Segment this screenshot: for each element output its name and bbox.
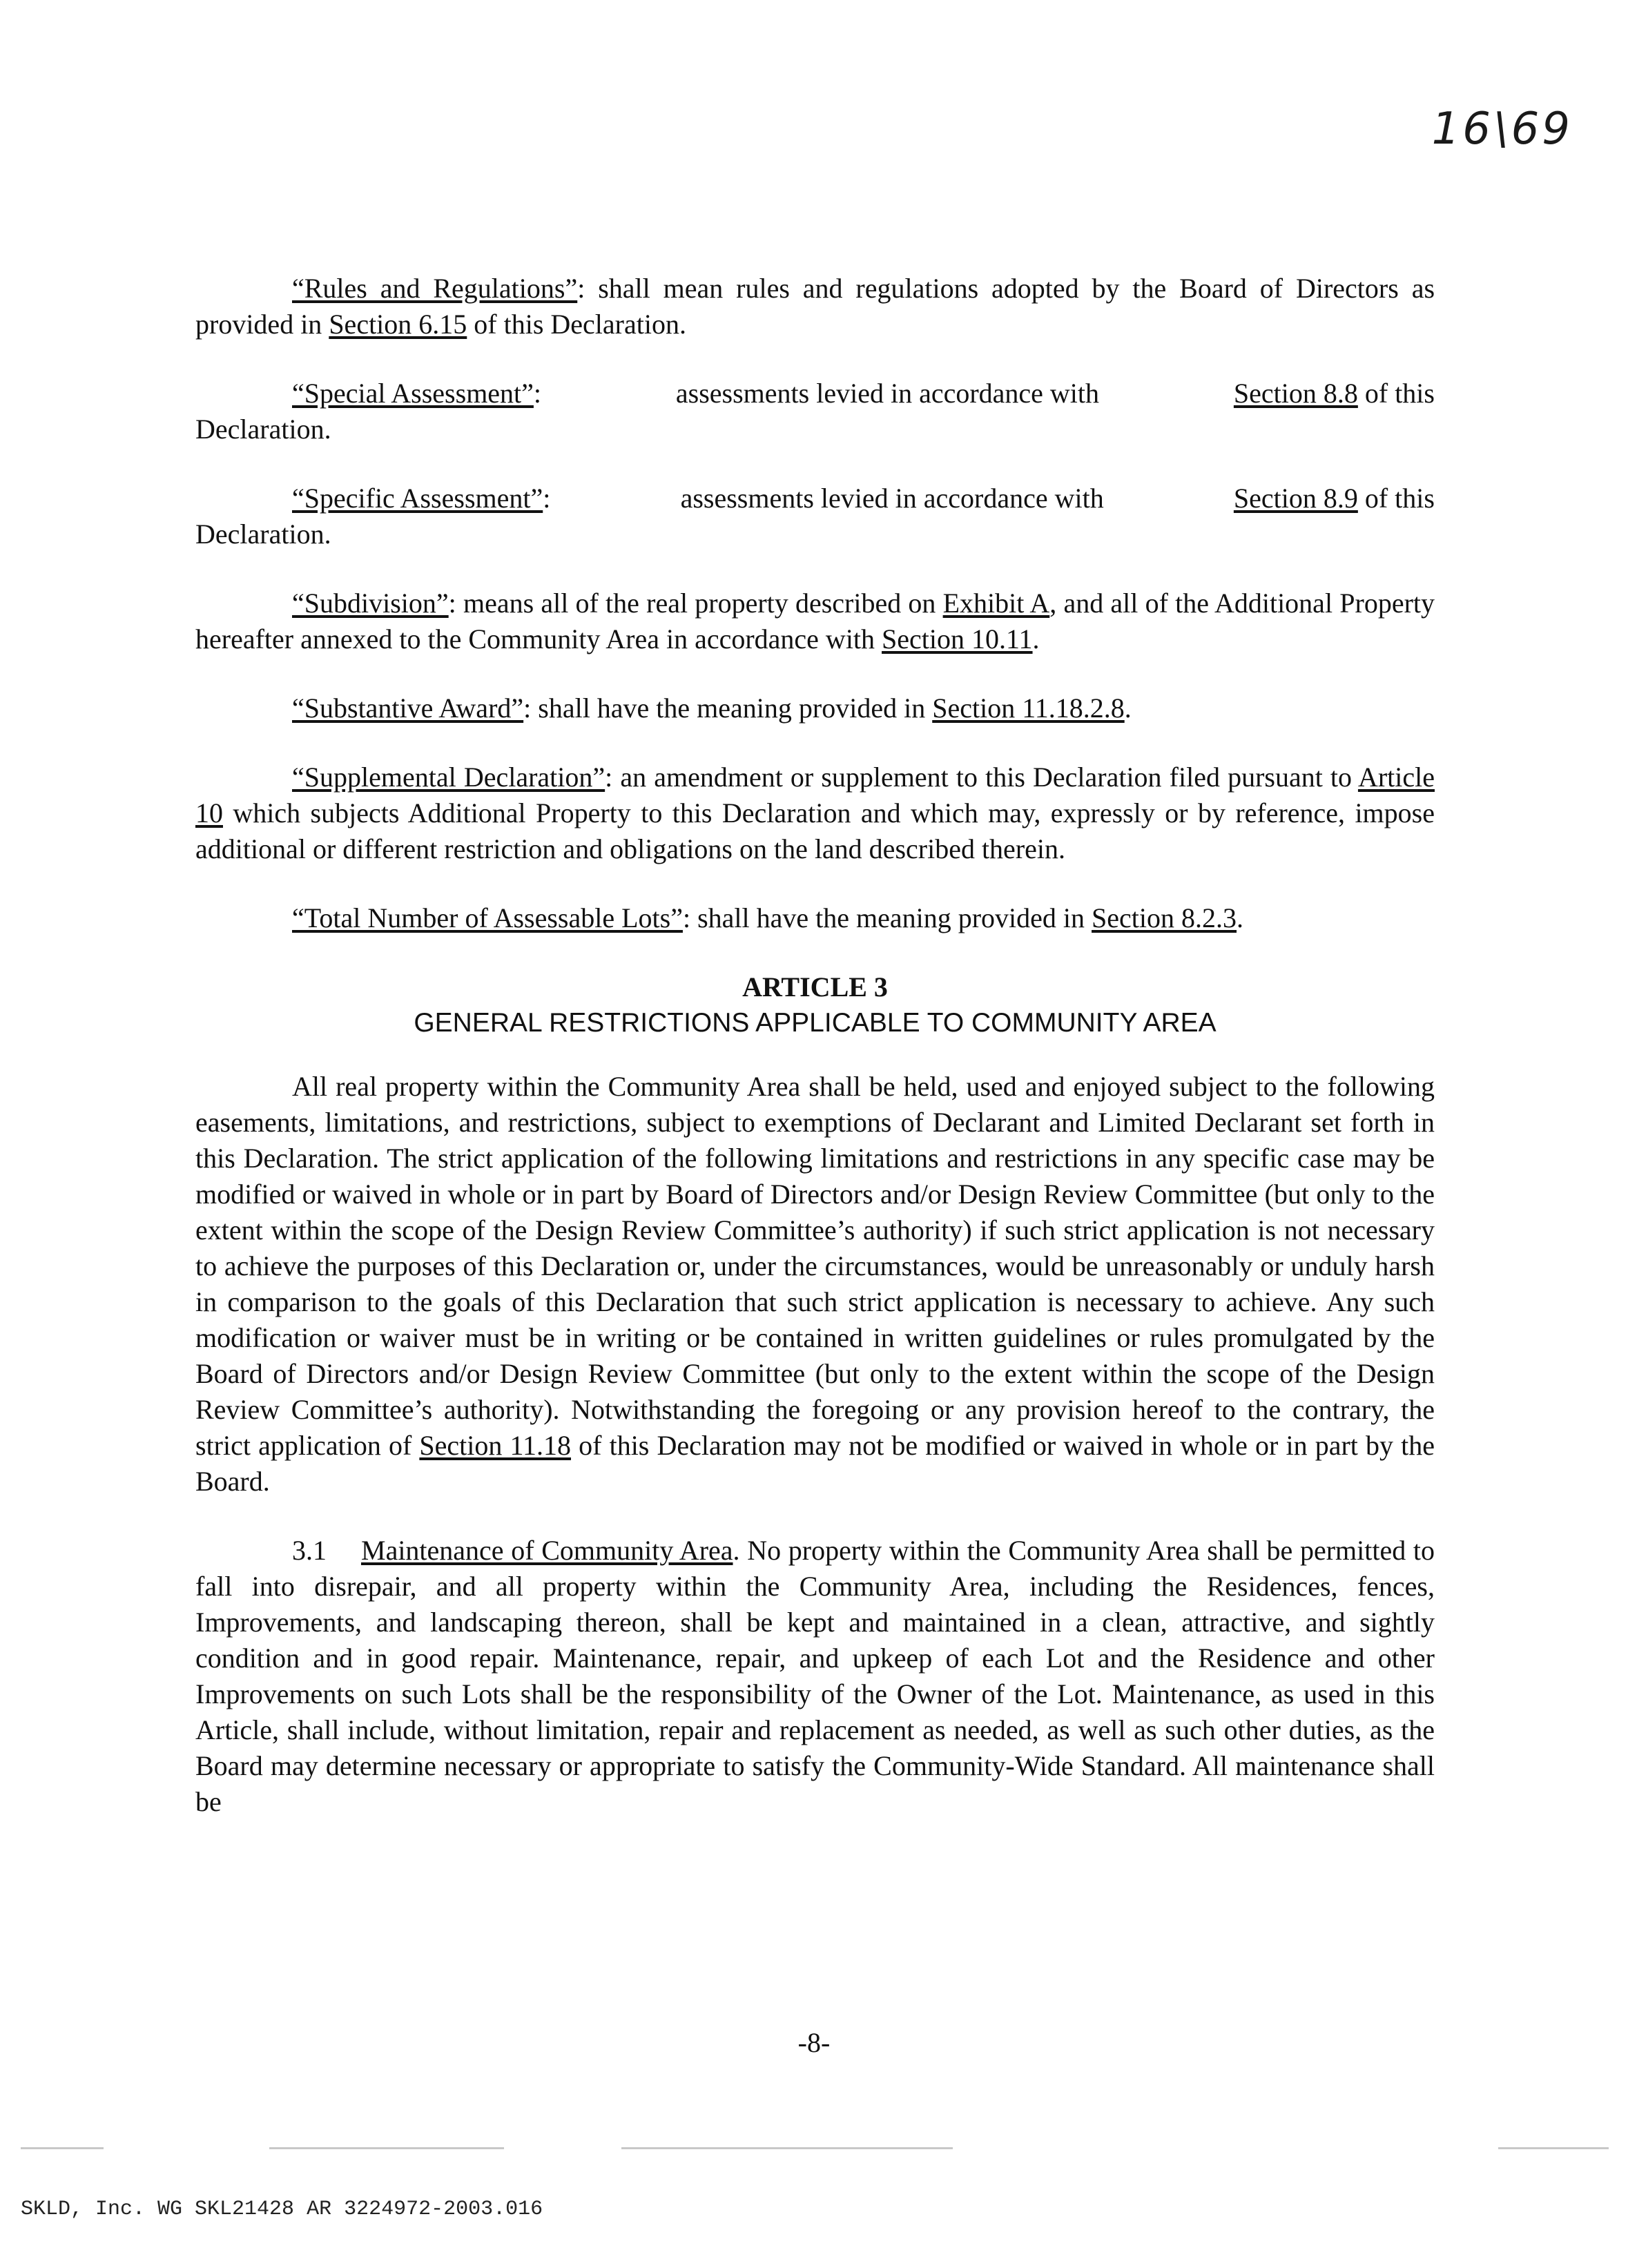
scan-artifact (21, 2147, 104, 2149)
article-title: GENERAL RESTRICTIONS APPLICABLE TO COMMUNITY AREA (414, 1008, 1217, 1038)
section-reference: Section 8.8 (1233, 378, 1358, 409)
page-number: -8- (797, 2027, 831, 2058)
section-number: 3.1 (292, 1535, 327, 1566)
definition-text: : an amendment or supplement to this Declaration filed pursuant to (605, 762, 1358, 793)
term-total-number-of-assessable-lots: “Total Number of Assessable Lots” (292, 902, 683, 933)
article-number: ARTICLE 3 (742, 971, 888, 1002)
term-rules-and-regulations: “Rules and Regulations” (292, 273, 578, 304)
section-reference: Section 11.18 (419, 1430, 572, 1461)
definition-text: : shall have the meaning provided in (523, 692, 933, 724)
definition-text: assessments levied in accordance with (675, 378, 1100, 409)
document-body (195, 271, 1435, 1853)
definition-text: of this (1357, 378, 1435, 409)
paragraph-text: . No property within the Community Area shall be permitted to fall into disrepair, and all property within the Community Area, including the Residences, fences, Improvements, and landscaping thereon, shall be kept and maintained in a clean, attractive, and sightly condition and in good repair. Maintenance, repair, and upkeep of each Lot and the Residence and other Improvements on such Lots shall be the responsibility of the Owner of the Lot. Maintenance, as used in this Article, shall include, without limitation, repair and replacement as needed, as well as such other duties, as the Board may determine necessary or appropriate to satisfy the Community-Wide Standard. All maintenance shall be (195, 1535, 1435, 1817)
scan-artifact (1498, 2147, 1609, 2149)
scan-artifact (621, 2147, 953, 2149)
definition-text: : means all of the real property described on (448, 588, 943, 619)
section-reference: Section 11.18.2.8 (932, 692, 1125, 724)
section-reference: Section 8.9 (1233, 483, 1358, 514)
definition-text: assessments levied in accordance with (680, 483, 1104, 514)
definition-tail: Declaration. (195, 414, 331, 445)
section-reference: Section 8.2.3 (1092, 902, 1237, 933)
article-reference: Article 10 (195, 762, 1435, 828)
definition-tail: Declaration. (195, 518, 331, 550)
definition-subdivision (195, 585, 1435, 657)
section-reference: Section 6.15 (329, 309, 467, 340)
section-3-1-paragraph (195, 1533, 1435, 1820)
term-special-assessment: “Special Assessment” (292, 378, 534, 409)
definition-total-number-of-assessable-lots (195, 900, 1435, 936)
section-reference: Section 10.11 (882, 623, 1033, 655)
definition-colon: : (543, 483, 551, 514)
definition-text: . (1124, 692, 1132, 724)
article-heading (195, 969, 1435, 1041)
definition-text: , and all of the Additional Property hereafter annexed to the Community Area in accordance with (195, 588, 1435, 655)
definition-text: . (1032, 623, 1040, 655)
definition-text: : shall have the meaning provided in (682, 902, 1092, 933)
definition-substantive-award (195, 690, 1435, 726)
footer-bates-stamp: SKLD, Inc. WG SKL21428 AR 3224972-2003.016 (21, 2198, 543, 2221)
definition-text: . (1237, 902, 1244, 933)
definition-specific-assessment (195, 481, 1435, 552)
paragraph-text: of this Declaration may not be modified or waived in whole or in part by the Board. (195, 1430, 1435, 1497)
term-supplemental-declaration: “Supplemental Declaration” (292, 762, 605, 793)
definition-text: which subjects Additional Property to this Declaration and which may, expressly or by reference, impose additional or different restriction and obligations on the land described therein. (195, 797, 1435, 864)
exhibit-reference: Exhibit A (942, 588, 1050, 619)
definition-rules-and-regulations (195, 271, 1435, 342)
definition-colon: : (533, 378, 542, 409)
term-substantive-award: “Substantive Award” (292, 692, 524, 724)
term-specific-assessment: “Specific Assessment” (292, 483, 543, 514)
definition-text: of this Declaration. (467, 309, 686, 340)
handwritten-page-mark: 16\69 (1431, 104, 1573, 155)
section-heading: Maintenance of Community Area (361, 1535, 733, 1566)
article-intro-paragraph (195, 1069, 1435, 1500)
definition-text: : shall mean rules and regulations adopted by the Board of Directors as provided in (195, 273, 1435, 340)
definition-text: of this (1357, 483, 1435, 514)
paragraph-text: All real property within the Community Area shall be held, used and enjoyed subject to the following easements, limitations, and restrictions, subject to exemptions of Declarant and Limited Declarant set forth in this Declaration. The strict application of the following limitations and restrictions in any specific case may be modified or waived in whole or in part by Board of Directors and/or Design Review Committee (but only to the extent within the scope of the Design Review Committee’s authority) if such strict application is not necessary to achieve the purposes of this Declaration or, under the circumstances, would be unreasonably or unduly harsh in comparison to the goals of this Declaration that such strict application is necessary to achieve. Any such modification or waiver must be in writing or be contained in written guidelines or rules promulgated by the Board of Directors and/or Design Review Committee (but only to the extent within the scope of the Design Review Committee’s authority). Notwithstanding the foregoing or any provision hereof to the contrary, the strict application of (195, 1071, 1435, 1461)
scan-artifact (269, 2147, 504, 2149)
term-subdivision: “Subdivision” (292, 588, 449, 619)
definition-supplemental-declaration (195, 759, 1435, 867)
definition-special-assessment (195, 376, 1435, 447)
